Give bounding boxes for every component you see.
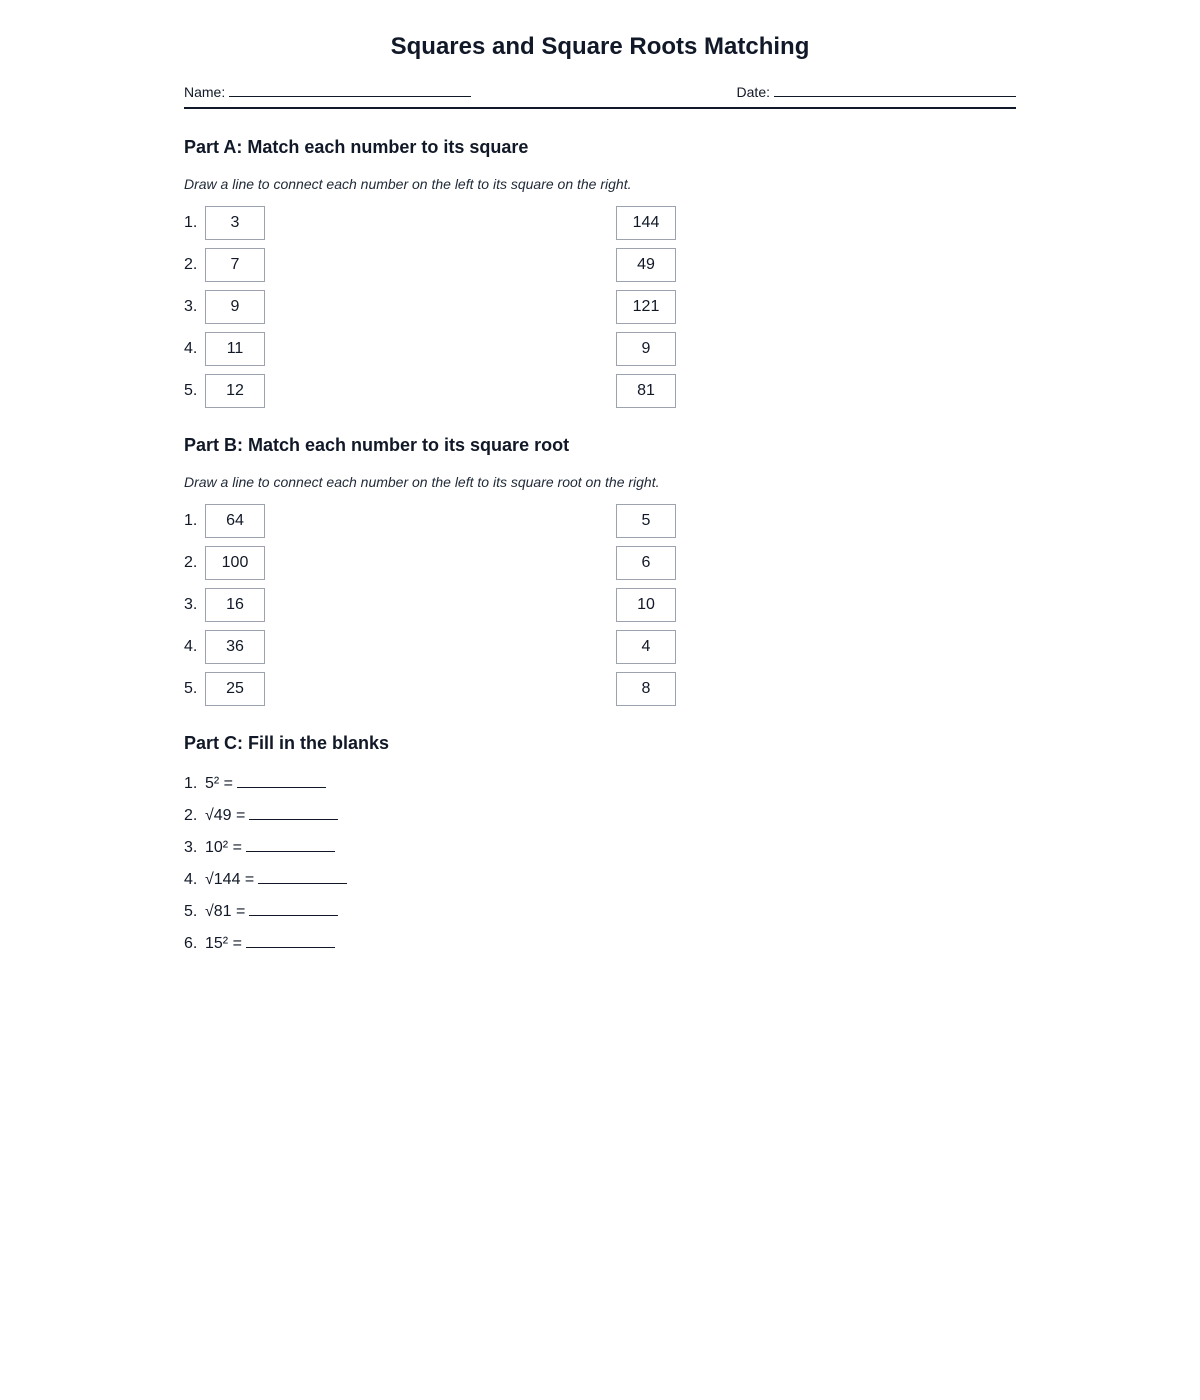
part-b-row xyxy=(184,588,1016,622)
right-square-box[interactable]: 9 xyxy=(616,332,676,366)
part-b-row xyxy=(184,672,1016,706)
right-square-box[interactable]: 49 xyxy=(616,248,676,282)
left-number-box[interactable]: 11 xyxy=(205,332,265,366)
name-blank-line[interactable] xyxy=(229,80,471,97)
fill-blank-item xyxy=(184,866,347,888)
part-b-heading: Part B: Match each number to its square root xyxy=(184,435,570,455)
date-field xyxy=(737,80,1016,102)
item-number: 2. xyxy=(184,807,198,824)
part-a-row xyxy=(184,248,1016,282)
expression: 15² = xyxy=(205,935,242,952)
right-root-box[interactable]: 10 xyxy=(616,588,676,622)
expression: √81 = xyxy=(205,903,246,920)
date-label: Date: xyxy=(736,84,770,100)
row-number: 2. xyxy=(184,256,198,273)
item-number: 3. xyxy=(184,839,198,856)
row-number: 4. xyxy=(184,638,198,655)
fill-blank-item xyxy=(184,930,335,952)
answer-blank[interactable] xyxy=(249,898,338,916)
right-root-box[interactable]: 4 xyxy=(616,630,676,664)
left-number-box[interactable]: 25 xyxy=(205,672,265,706)
row-number: 5. xyxy=(184,680,198,697)
left-number-box[interactable]: 9 xyxy=(205,290,265,324)
left-number-box[interactable]: 3 xyxy=(205,206,265,240)
right-root-box[interactable]: 6 xyxy=(616,546,676,580)
left-number-box[interactable]: 7 xyxy=(205,248,265,282)
answer-blank[interactable] xyxy=(249,802,338,820)
expression: √49 = xyxy=(205,807,246,824)
row-number: 3. xyxy=(184,298,198,315)
part-c-heading: Part C: Fill in the blanks xyxy=(184,733,390,753)
row-number: 1. xyxy=(184,214,198,231)
row-number: 2. xyxy=(184,554,198,571)
answer-blank[interactable] xyxy=(258,866,347,884)
left-number-box[interactable]: 100 xyxy=(205,546,265,580)
right-root-box[interactable]: 8 xyxy=(616,672,676,706)
part-a-row xyxy=(184,206,1016,240)
left-number-box[interactable]: 12 xyxy=(205,374,265,408)
row-number: 3. xyxy=(184,596,198,613)
row-number: 1. xyxy=(184,512,198,529)
item-number: 6. xyxy=(184,935,198,952)
answer-blank[interactable] xyxy=(237,770,326,788)
row-number: 4. xyxy=(184,340,198,357)
right-square-box[interactable]: 121 xyxy=(616,290,676,324)
name-field xyxy=(184,80,471,102)
fill-blank-item xyxy=(184,898,338,920)
part-a-row xyxy=(184,290,1016,324)
part-a-row xyxy=(184,332,1016,366)
part-a-row xyxy=(184,374,1016,408)
expression: √144 = xyxy=(205,871,255,888)
name-label: Name: xyxy=(184,84,226,100)
item-number: 4. xyxy=(184,871,198,888)
part-b-row xyxy=(184,504,1016,538)
date-blank-line[interactable] xyxy=(774,80,1016,97)
expression: 5² = xyxy=(205,775,234,792)
page-title: Squares and Square Roots Matching xyxy=(390,33,810,60)
part-b-row xyxy=(184,630,1016,664)
item-number: 5. xyxy=(184,903,198,920)
right-square-box[interactable]: 81 xyxy=(616,374,676,408)
right-square-box[interactable]: 144 xyxy=(616,206,676,240)
right-root-box[interactable]: 5 xyxy=(616,504,676,538)
part-b-row xyxy=(184,546,1016,580)
fill-blank-item xyxy=(184,770,326,792)
student-info-row xyxy=(184,80,1016,100)
item-number: 1. xyxy=(184,775,198,792)
expression: 10² = xyxy=(205,839,242,856)
part-a-heading: Part A: Match each number to its square xyxy=(184,137,529,157)
left-number-box[interactable]: 36 xyxy=(205,630,265,664)
left-number-box[interactable]: 16 xyxy=(205,588,265,622)
left-number-box[interactable]: 64 xyxy=(205,504,265,538)
part-b-instructions: Draw a line to connect each number on the left to its square root on the right. xyxy=(184,474,660,490)
row-number: 5. xyxy=(184,382,198,399)
fill-blank-item xyxy=(184,834,335,856)
answer-blank[interactable] xyxy=(246,834,335,852)
header-divider xyxy=(184,107,1016,109)
fill-blank-item xyxy=(184,802,338,824)
part-a-instructions: Draw a line to connect each number on the left to its square on the right. xyxy=(184,176,632,192)
answer-blank[interactable] xyxy=(246,930,335,948)
